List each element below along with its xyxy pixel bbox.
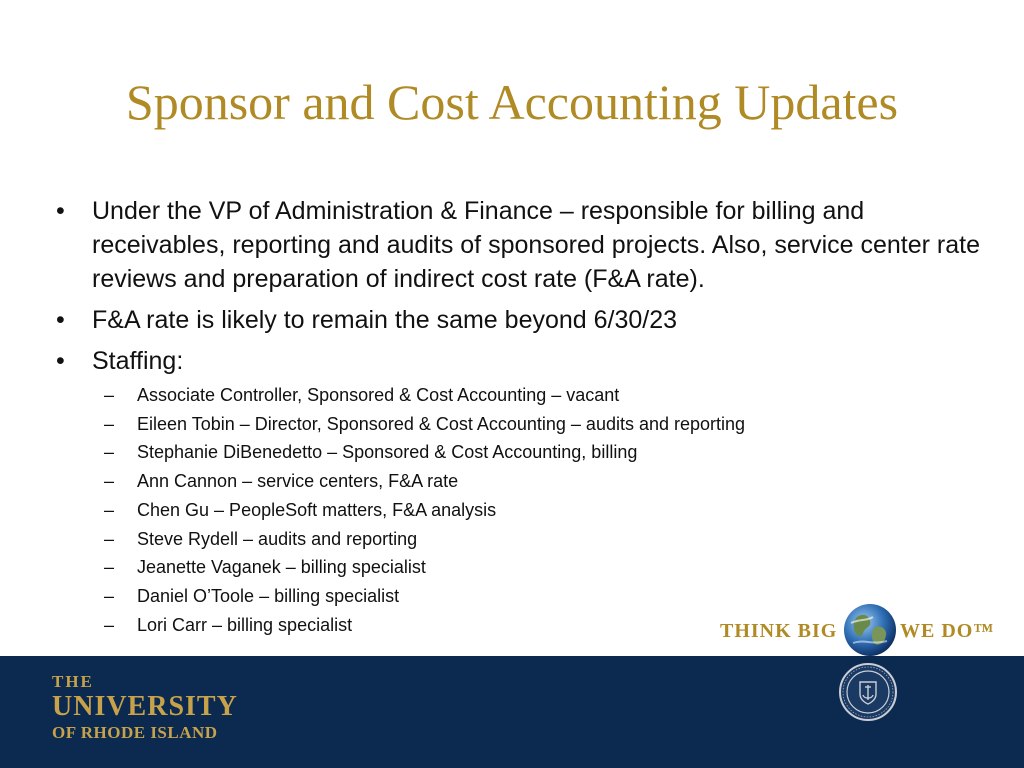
footer-bar [0,656,1024,768]
staff-item: – Ann Cannon – service centers, F&A rate [104,467,864,496]
staff-item: – Eileen Tobin – Director, Sponsored & Cost Accounting – audits and reporting [104,410,864,439]
bullet-fa-rate: • F&A rate is likely to remain the same beyond 6/30/23 [56,303,986,337]
staff-item: – Lori Carr – billing specialist [104,611,864,640]
wordmark-line-the: THE [52,672,94,691]
staff-item: – Chen Gu – PeopleSoft matters, F&A analysis [104,496,864,525]
globe-icon [843,603,897,657]
bullet-responsibilities: • Under the VP of Administration & Finance – responsible for billing and receivables, reporting and audits of sponsored projects. Also, service center rate reviews and preparation of indirect cost rate (F&A rate). [56,194,986,296]
think-big-logo [720,603,995,659]
bullet-list [56,194,986,385]
staff-item: – Associate Controller, Sponsored & Cost Accounting – vacant [104,381,864,410]
staffing-list [104,381,864,639]
staff-item: – Stephanie DiBenedetto – Sponsored & Cost Accounting, billing [104,438,864,467]
tagline-we-do: WE DO™ [900,620,995,642]
university-seal-icon [838,662,898,722]
wordmark-line-rhode-island: OF RHODE ISLAND [52,723,218,742]
staff-item: – Daniel O’Toole – billing specialist [104,582,864,611]
slide-title: Sponsor and Cost Accounting Updates [125,74,899,130]
bullet-staffing: • Staffing: [56,344,986,378]
university-wordmark [52,672,238,744]
wordmark-line-university: UNIVERSITY [52,691,238,722]
staff-item: – Jeanette Vaganek – billing specialist [104,553,864,582]
tagline-think-big: THINK BIG [720,620,838,642]
staff-item: – Steve Rydell – audits and reporting [104,525,864,554]
